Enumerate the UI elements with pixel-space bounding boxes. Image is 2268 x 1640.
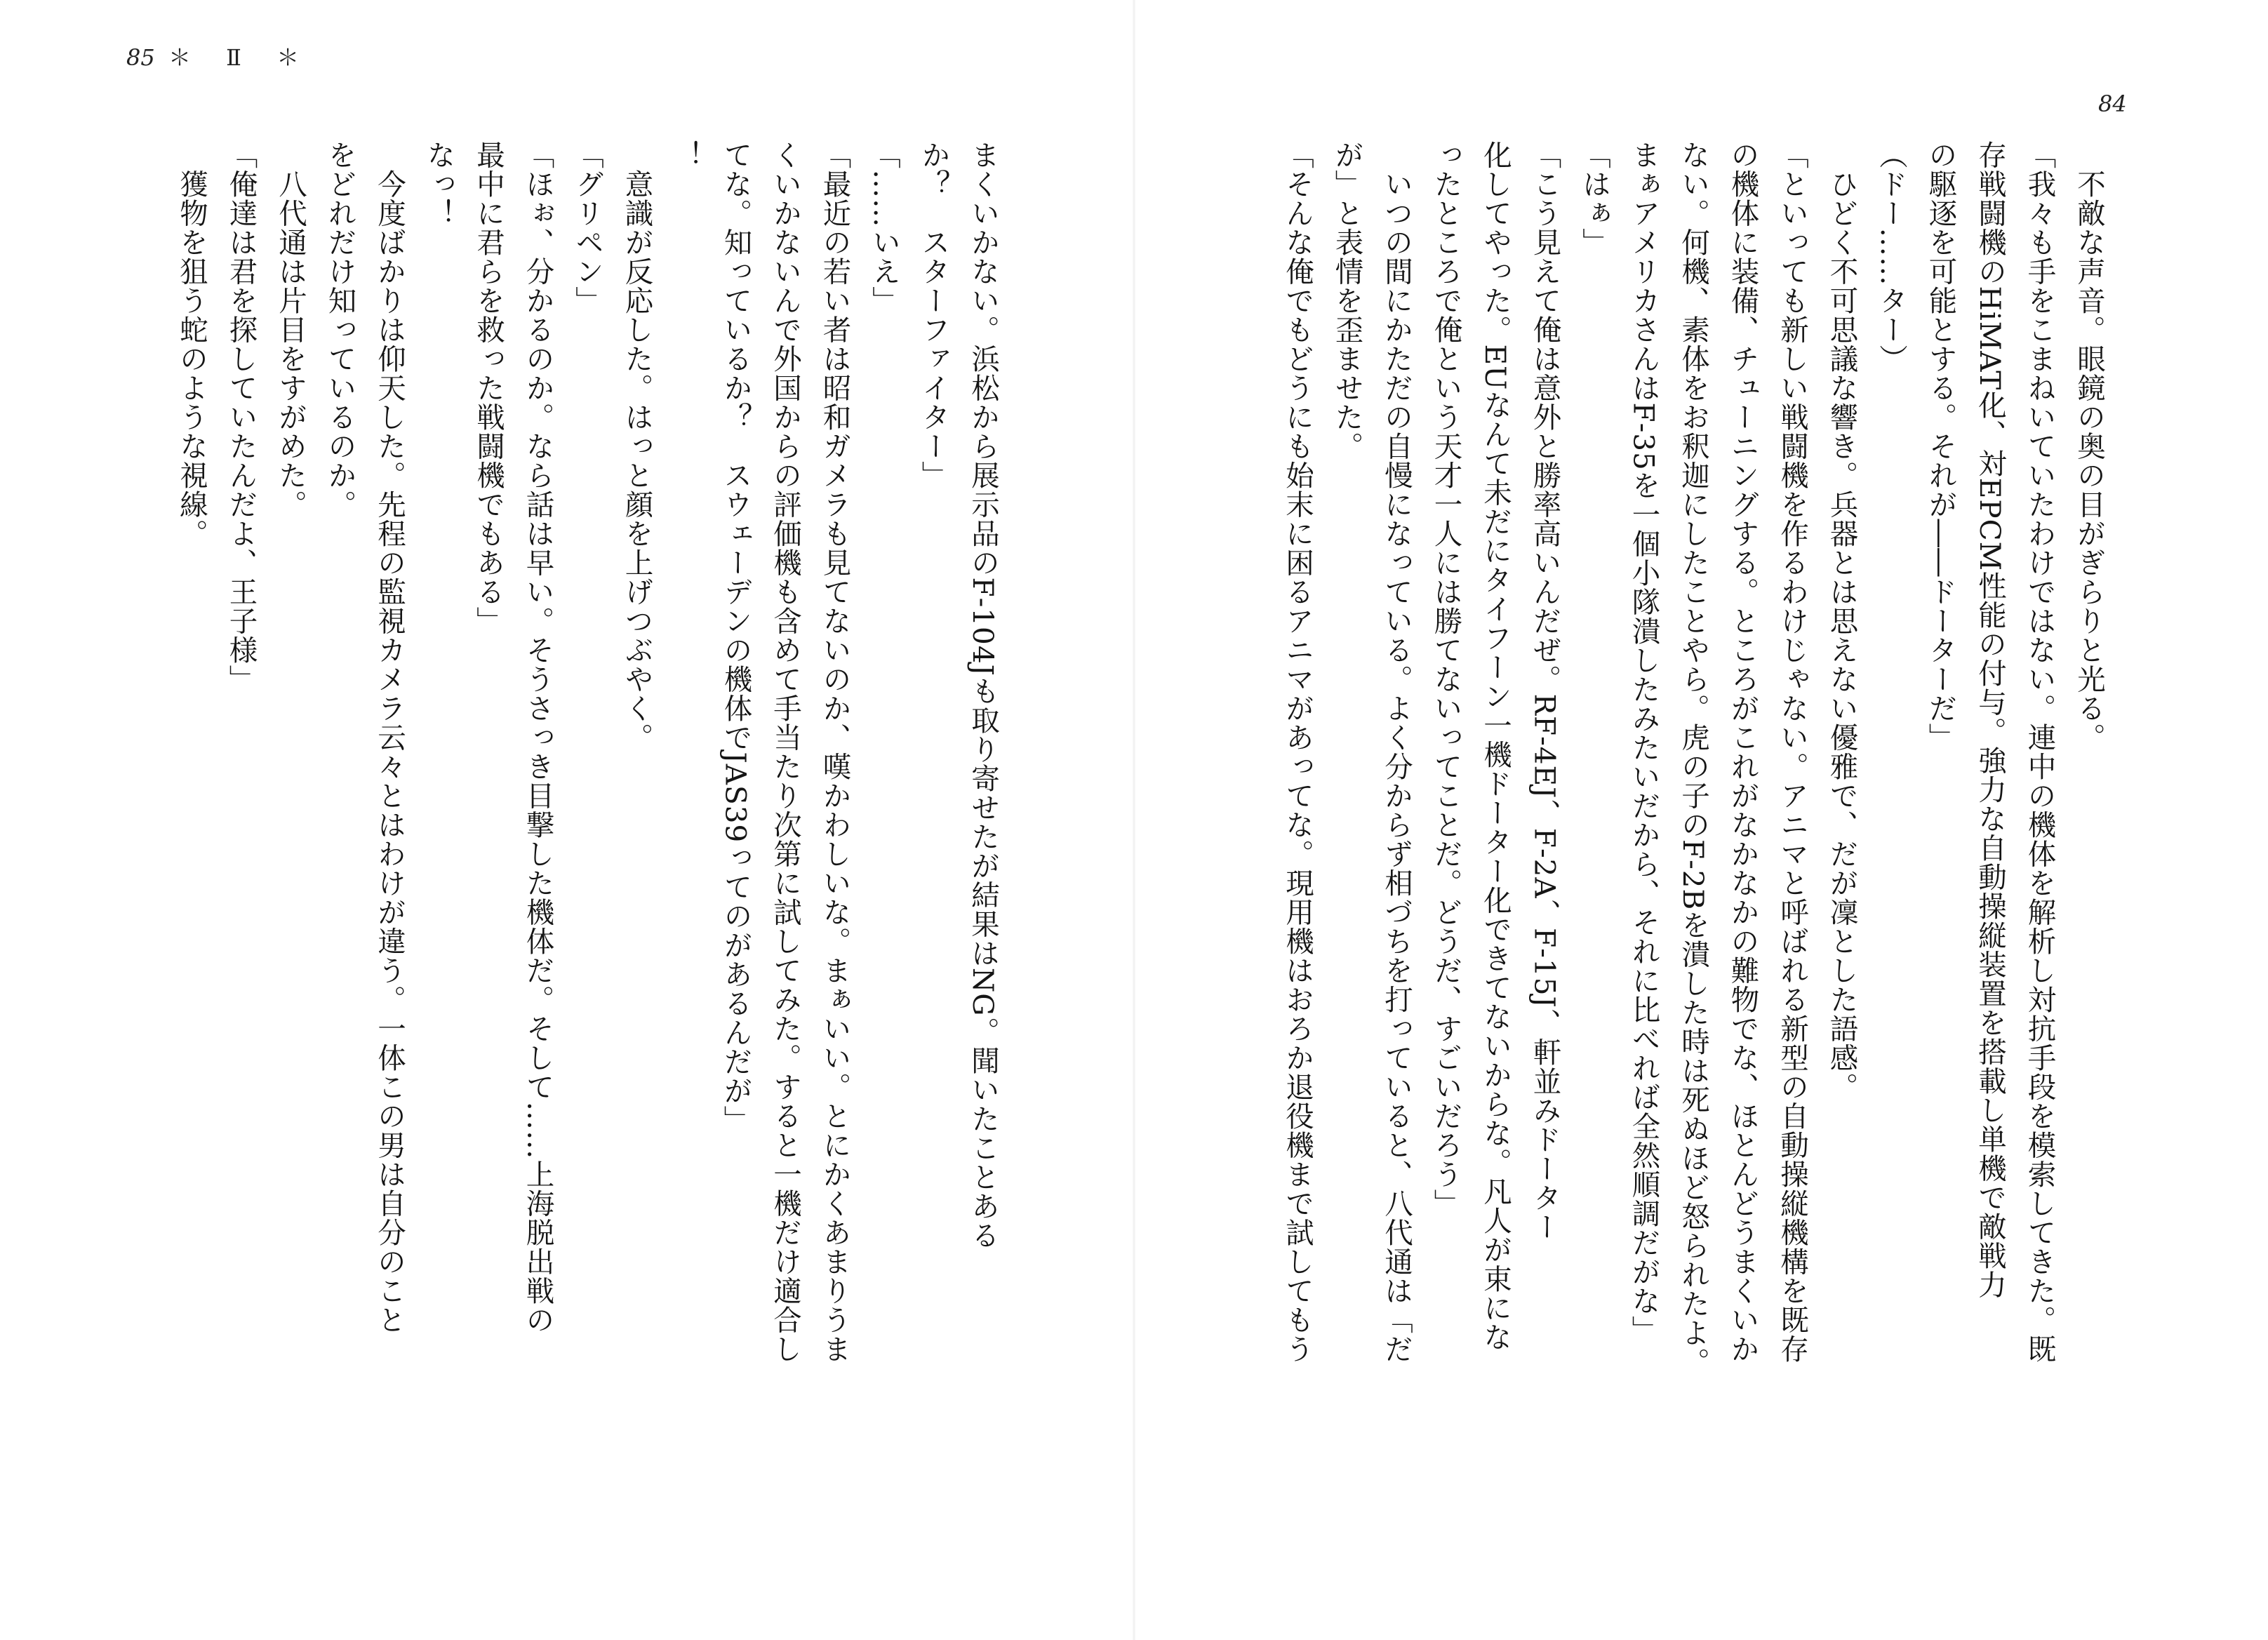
text-column: 獲物を狙う蛇のような視線。 <box>175 140 208 548</box>
text-column: の駆逐を可能とする。それが――ドーターだ」 <box>1923 140 1958 752</box>
text-column: いつの間にかただの自慢になっている。よく分からず相づちを打っていると、八代通は「だ <box>1380 140 1413 1364</box>
text-column: 意識が反応した。はっと顔を上げつぶやく。 <box>620 140 654 752</box>
text-column: なっ！ <box>422 140 456 228</box>
text-column: 「……いえ」 <box>867 140 901 315</box>
text-column: 「こう見えて俺は意外と勝率高いんだぜ。RF‐4EJ、F‐2A、F‐15J、軒並みドーター <box>1528 140 1562 1241</box>
text-column: 「グリペン」 <box>571 140 604 315</box>
text-column: ない。何機、素体をお釈迦にしたことやら。虎の子のF‐2Bを潰した時は死ぬほど怒られたよ。 <box>1676 140 1710 1377</box>
text-column: くいかないんで外国からの評価機も含めて手当たり次第に試してみた。すると一機だけ適合し <box>768 140 802 1364</box>
left-page-number: 85 <box>126 44 155 71</box>
text-column: （ドー……ター） <box>1874 140 1908 373</box>
text-column: 「俺達は君を探していたんだよ、王子様」 <box>224 140 258 694</box>
text-column: か？ スターファイター」 <box>916 140 951 490</box>
text-column: 「我々も手をこまねいていたわけではない。連中の機体を解析し対抗手段を模索してきた。既 <box>2022 140 2057 1364</box>
page-gutter <box>1133 0 1135 1640</box>
right-page-number: 84 <box>2098 91 2127 117</box>
text-column: 最中に君らを救った戦闘機でもある」 <box>472 140 505 636</box>
left-page-body <box>166 140 1008 1389</box>
text-column: まぁアメリカさんはF‐35を一個小隊潰したみたいだから、それに比べれば全然順調だがな」 <box>1627 140 1661 1345</box>
text-column: 化してやった。EUなんて未だにタイフーン一機ドーター化できてないからな。凡人が束にな <box>1479 140 1512 1352</box>
text-column: てな。知っているか？ スウェーデンの機体でJAS39ってのがあるんだが」 <box>719 140 753 1135</box>
running-head: ＊ Ⅱ ＊ <box>168 44 314 71</box>
text-column: 存戦闘機のHiMAT化、対EPCM性能の付与。強力な自動操縦装置を搭載し単機で敵戦力 <box>1973 140 2007 1300</box>
text-column: が」と表情を歪ませた。 <box>1330 140 1364 461</box>
right-page-body <box>1234 140 2114 1389</box>
text-column: 「はぁ」 <box>1577 140 1611 257</box>
text-column: まくいかない。浜松から展示品のF‐104Jも取り寄せたが結果はNG。聞いたことある <box>966 140 1000 1250</box>
text-column: の機体に装備、チューニングする。ところがこれがなかなかの難物でな、ほとんどうまくいか <box>1726 140 1760 1364</box>
text-column: 「最近の若い者は昭和ガメラも見てないのか、嘆かわしいな。まぁいい。とにかくあまりうま <box>818 140 852 1364</box>
text-column: 八代通は片目をすがめた。 <box>274 140 307 519</box>
text-column: 「といっても新しい戦闘機を作るわけじゃない。アニマと呼ばれる新型の自動操縦機構を既存 <box>1775 140 1809 1364</box>
text-column: ひどく不可思議な響き。兵器とは思えない優雅で、だが凜とした語感。 <box>1825 140 1859 1102</box>
text-column: をどれだけ知っているのか。 <box>323 140 357 519</box>
text-column: ったところで俺という天才一人には勝てないってことだ。どうだ、すごいだろう」 <box>1429 140 1463 1218</box>
text-column: 「そんな俺でもどうにも始末に困るアニマがあってな。現用機はおろか退役機まで試してもう <box>1281 140 1314 1364</box>
text-column: 不敵な声音。眼鏡の奥の目がぎらりと光る。 <box>2072 140 2106 752</box>
text-column: 今度ばかりは仰天した。先程の監視カメラ云々とはわけが違う。一体この男は自分のこと <box>373 140 406 1335</box>
text-column: ！ <box>669 140 703 170</box>
text-column: 「ほぉ、分かるのか。なら話は早い。そうさっき目撃した機体だ。そして……上海脱出戦の <box>521 140 555 1335</box>
